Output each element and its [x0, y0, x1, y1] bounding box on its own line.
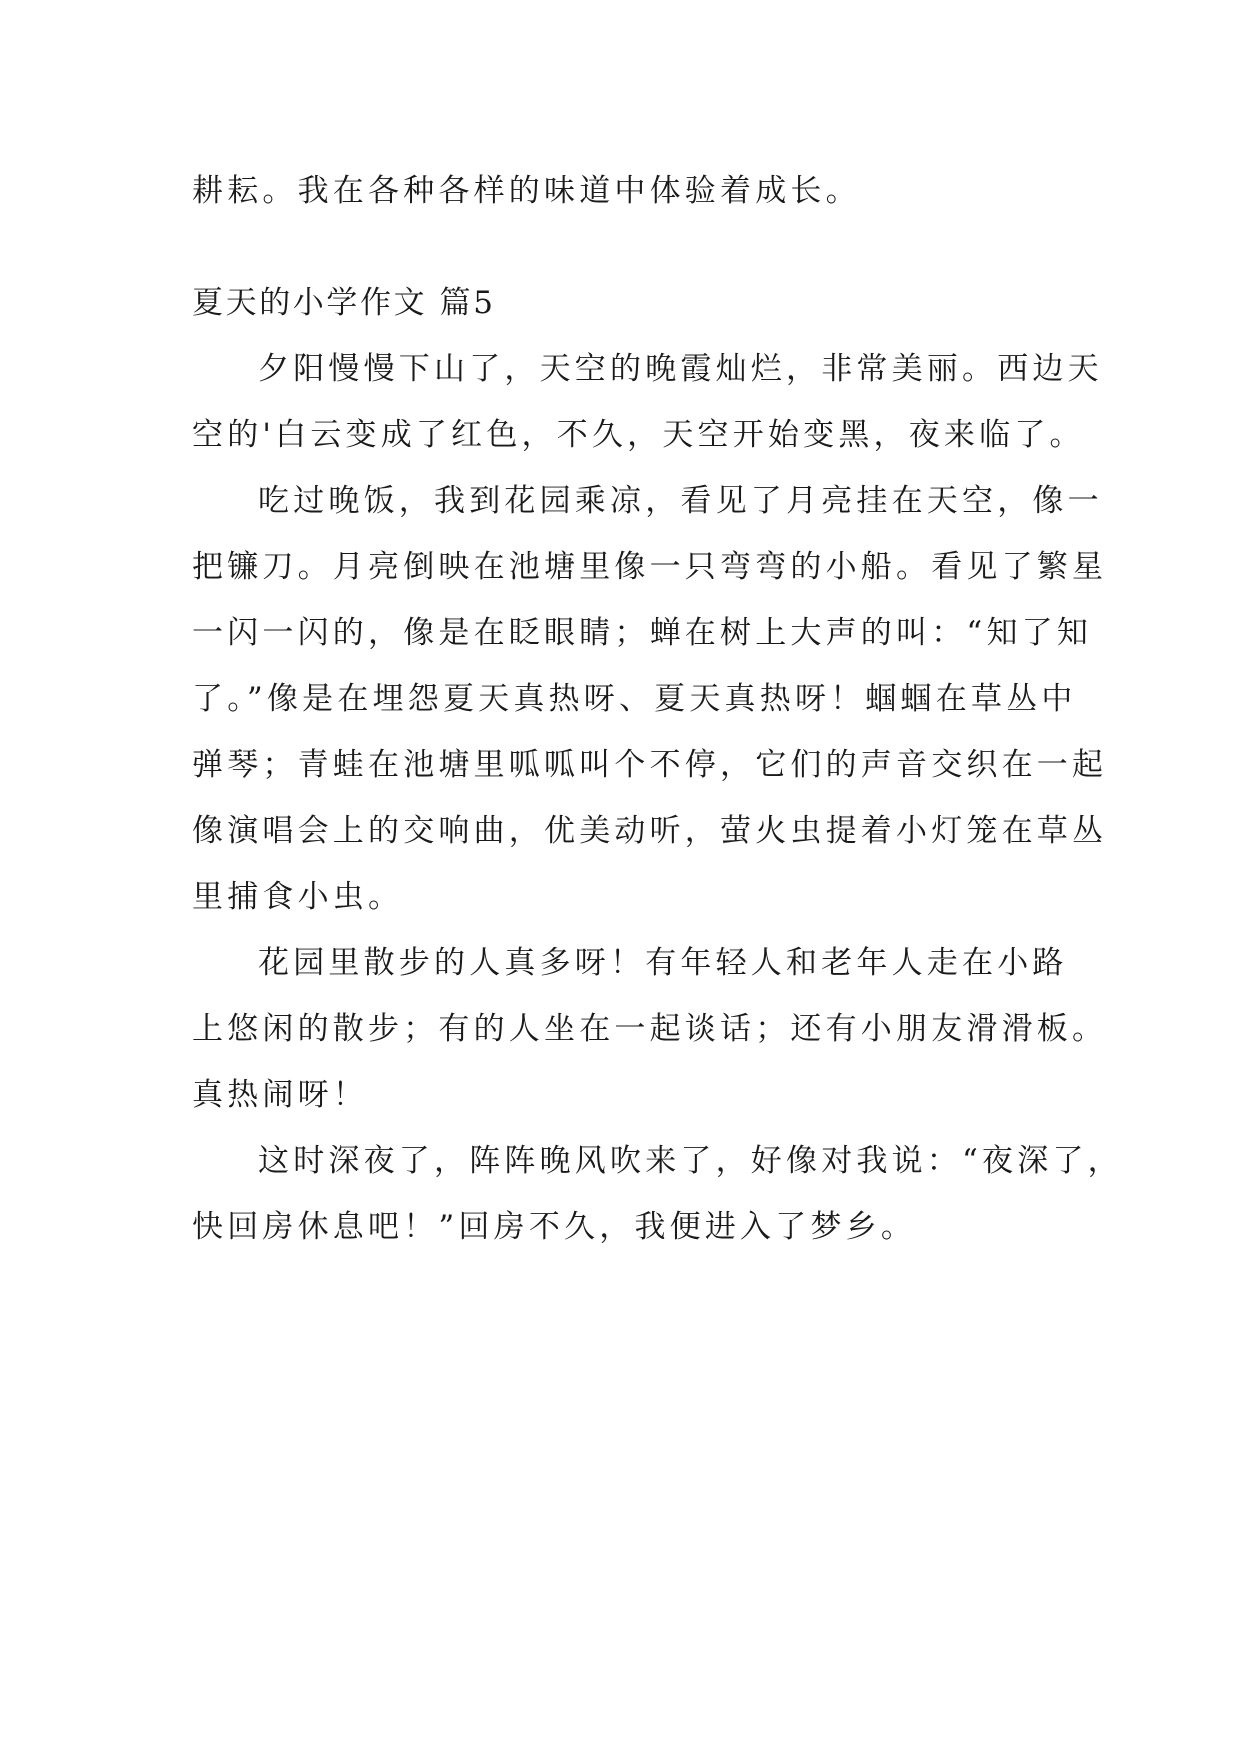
intro-line: 耕耘。我在各种各样的味道中体验着成长。 — [192, 173, 861, 209]
paragraph-line: 这时深夜了，阵阵晚风吹来了，好像对我说：“夜深了， — [258, 1143, 1123, 1179]
paragraph-line: 夕阳慢慢下山了，天空的晚霞灿烂，非常美丽。西边天 — [258, 351, 1103, 387]
paragraph-line: 了。”像是在埋怨夏天真热呀、夏天真热呀！蝈蝈在草丛中 — [192, 681, 1077, 717]
paragraph-line: 花园里散步的人真多呀！有年轻人和老年人走在小路 — [258, 945, 1068, 981]
paragraph-line: 把镰刀。月亮倒映在池塘里像一只弯弯的小船。看见了繁星 — [192, 549, 1108, 585]
section-title: 夏天的小学作文 篇5 — [192, 285, 496, 321]
paragraph-line: 弹琴；青蛙在池塘里呱呱叫个不停，它们的声音交织在一起 — [192, 747, 1108, 783]
paragraph-4 — [192, 1128, 1123, 1260]
paragraph-line: 一闪一闪的，像是在眨眼睛；蝉在树上大声的叫：“知了知 — [192, 615, 1093, 651]
paragraph-1 — [192, 336, 1103, 468]
paragraph-line: 快回房休息吧！”回房不久，我便进入了梦乡。 — [192, 1209, 917, 1245]
paragraph-line: 真热闹呀！ — [192, 1077, 368, 1113]
paragraph-3 — [192, 930, 1108, 1128]
paragraph-line: 里捕食小虫。 — [192, 879, 404, 915]
paragraph-line: 上悠闲的散步；有的人坐在一起谈话；还有小朋友滑滑板。 — [192, 1011, 1108, 1047]
paragraph-line: 空的'白云变成了红色，不久，天空开始变黑，夜来临了。 — [192, 417, 1085, 453]
paragraph-line: 像演唱会上的交响曲，优美动听，萤火虫提着小灯笼在草丛 — [192, 813, 1108, 849]
document-page — [192, 158, 1123, 1260]
spacer — [192, 224, 1072, 270]
paragraph-line: 吃过晚饭，我到花园乘凉，看见了月亮挂在天空，像一 — [258, 483, 1103, 519]
paragraph-2 — [192, 468, 1108, 930]
